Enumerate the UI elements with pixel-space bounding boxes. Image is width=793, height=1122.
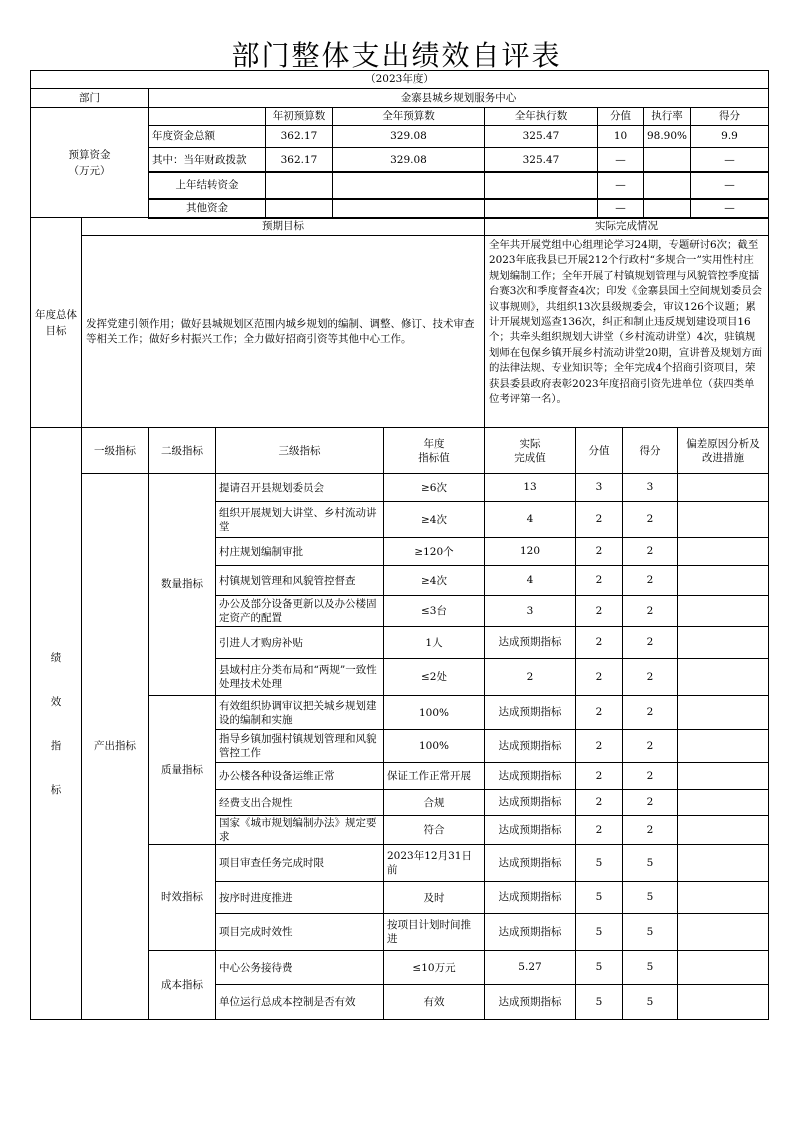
indicator-level2: 质量指标	[148, 695, 216, 845]
budget-annual: 329.08	[332, 147, 485, 173]
indicator-target: ≥4次	[383, 565, 485, 596]
budget-row-label: 上年结转资金	[148, 171, 266, 200]
indicator-target: 100%	[383, 729, 485, 763]
indicator-actual: 120	[484, 537, 576, 566]
indicator-level3: 有效组织协调审议把关城乡规划建设的编制和实施	[215, 695, 384, 730]
budget-annual: 329.08	[332, 125, 485, 148]
indicator-level3: 组织开展规划大讲堂、乡村流动讲堂	[215, 501, 384, 538]
indicator-actual: 13	[484, 473, 576, 502]
indicator-score-value: 5	[575, 984, 623, 1020]
indicator-actual: 3	[484, 595, 576, 627]
indicator-deviation	[677, 881, 769, 914]
indicator-deviation	[677, 950, 769, 985]
indicator-target: 及时	[383, 881, 485, 914]
budget-score: —	[690, 147, 769, 173]
indicator-header: 分值	[575, 427, 623, 474]
indicator-level3: 引进人才购房补贴	[215, 626, 384, 659]
indicator-target: ≥4次	[383, 501, 485, 538]
budget-label: 预算资金 （万元）	[30, 107, 149, 218]
indicator-target: 有效	[383, 984, 485, 1020]
goals-actual-header: 实际完成情况	[484, 217, 769, 236]
indicator-score: 2	[622, 626, 678, 659]
goals-expected-header: 预期目标	[81, 217, 485, 236]
indicator-level3: 办公楼各种设备运维正常	[215, 762, 384, 790]
indicator-score-value: 2	[575, 658, 623, 696]
indicator-level3: 经费支出合规性	[215, 789, 384, 816]
indicator-header: 实际 完成值	[484, 427, 576, 474]
budget-initial	[265, 198, 333, 219]
indicator-score-value: 2	[575, 695, 623, 730]
indicator-actual: 4	[484, 501, 576, 538]
budget-header: 执行率	[643, 107, 691, 126]
indicator-score-value: 2	[575, 537, 623, 566]
indicator-deviation	[677, 815, 769, 845]
dept-label: 部门	[30, 88, 149, 108]
indicator-score-value: 5	[575, 913, 623, 951]
budget-header: 全年预算数	[332, 107, 485, 126]
indicator-deviation	[677, 762, 769, 790]
indicator-level2: 成本指标	[148, 950, 216, 1020]
indicator-score-value: 3	[575, 473, 623, 502]
indicator-score: 2	[622, 658, 678, 696]
budget-score: —	[690, 171, 769, 200]
indicator-score: 5	[622, 881, 678, 914]
indicator-target: ≥120个	[383, 537, 485, 566]
indicator-deviation	[677, 626, 769, 659]
indicator-score: 5	[622, 844, 678, 882]
budget-initial	[265, 171, 333, 200]
indicator-deviation	[677, 695, 769, 730]
indicator-actual: 达成预期指标	[484, 789, 576, 816]
indicator-actual: 达成预期指标	[484, 626, 576, 659]
budget-executed: 325.47	[484, 125, 598, 148]
indicator-level3: 提请召开县规划委员会	[215, 473, 384, 502]
indicator-score: 2	[622, 537, 678, 566]
indicator-header: 年度 指标值	[383, 427, 485, 474]
indicator-score-value: 2	[575, 595, 623, 627]
indicator-score: 2	[622, 695, 678, 730]
goals-label: 年度总体 目标	[30, 217, 82, 428]
budget-score: 9.9	[690, 125, 769, 148]
budget-rate	[643, 171, 691, 200]
indicator-level3: 中心公务接待费	[215, 950, 384, 985]
indicator-actual: 达成预期指标	[484, 913, 576, 951]
indicator-deviation	[677, 565, 769, 596]
indicator-deviation	[677, 913, 769, 951]
budget-score: —	[690, 198, 769, 219]
indicator-actual: 达成预期指标	[484, 844, 576, 882]
indicator-score: 5	[622, 984, 678, 1020]
indicator-target: 2023年12月31日前	[383, 844, 485, 882]
goals-actual-text: 全年共开展党组中心组理论学习24期，专题研讨6次；截至2023年底我县已开展212个行政村“多规合一”实用性村庄规划编制工作；全年开展了村镇规划管理与风貌管控季度擂台赛3次和季度督查4次；印发《金寨县国土空间规划委员会议事规则》，共组织13次县级规委会，审议126个议题；累计开展规划巡查136次，纠正和制止违反规划建设项目16个；共牵头组织规划大讲堂（乡村流动讲堂）4次，驻镇规划师在包保乡镇开展乡村流动讲堂20期，宣讲普及规划方面的法律法规、专业知识等；全年完成4个招商引资项目，荣获县委县政府表彰2023年度招商引资先进单位（获四类单位考评第一名）。	[484, 235, 769, 428]
indicator-score: 2	[622, 595, 678, 627]
indicator-actual: 4	[484, 565, 576, 596]
budget-score-value: —	[597, 198, 644, 219]
indicator-level3: 村庄规划编制审批	[215, 537, 384, 566]
indicator-level1: 产出指标	[81, 473, 149, 1020]
indicator-level3: 项目完成时效性	[215, 913, 384, 951]
budget-row-label: 年度资金总额	[148, 125, 266, 148]
indicator-level3: 项目审查任务完成时限	[215, 844, 384, 882]
indicator-target: ≤3台	[383, 595, 485, 627]
indicator-score: 2	[622, 762, 678, 790]
budget-executed	[484, 198, 598, 219]
indicator-target: 符合	[383, 815, 485, 845]
budget-rate: 98.90%	[643, 125, 691, 148]
indicator-level3: 指导乡镇加强村镇规划管理和风貌管控工作	[215, 729, 384, 763]
indicator-score-value: 5	[575, 844, 623, 882]
indicator-score-value: 2	[575, 762, 623, 790]
budget-annual	[332, 171, 485, 200]
indicator-score: 5	[622, 913, 678, 951]
budget-header: 得分	[690, 107, 769, 126]
budget-initial: 362.17	[265, 147, 333, 173]
indicator-actual: 5.27	[484, 950, 576, 985]
indicator-header: 得分	[622, 427, 678, 474]
budget-executed: 325.47	[484, 147, 598, 173]
budget-initial: 362.17	[265, 125, 333, 148]
indicator-score: 3	[622, 473, 678, 502]
budget-rate	[643, 147, 691, 173]
indicator-actual: 达成预期指标	[484, 762, 576, 790]
indicator-target: 按项目计划时间推进	[383, 913, 485, 951]
indicator-header: 偏差原因分析及 改进措施	[677, 427, 769, 474]
indicator-target: 1人	[383, 626, 485, 659]
budget-score-value: —	[597, 171, 644, 200]
indicator-actual: 达成预期指标	[484, 729, 576, 763]
indicator-level3: 国家《城市规划编制办法》规定要求	[215, 815, 384, 845]
indicator-actual: 2	[484, 658, 576, 696]
indicator-score-value: 5	[575, 950, 623, 985]
page-title: 部门整体支出绩效自评表	[231, 39, 562, 72]
indicator-score: 2	[622, 789, 678, 816]
indicator-actual: 达成预期指标	[484, 695, 576, 730]
indicator-level3: 单位运行总成本控制是否有效	[215, 984, 384, 1020]
budget-header-blank	[148, 107, 266, 126]
indicator-header: 二级指标	[148, 427, 216, 474]
indicator-deviation	[677, 501, 769, 538]
indicator-target: 100%	[383, 695, 485, 730]
indicator-deviation	[677, 789, 769, 816]
indicator-score: 2	[622, 815, 678, 845]
indicator-actual: 达成预期指标	[484, 815, 576, 845]
dept-name: 金寨县城乡规划服务中心	[148, 88, 769, 108]
indicator-target: ≤10万元	[383, 950, 485, 985]
indicator-level2: 数量指标	[148, 473, 216, 696]
indicator-actual: 达成预期指标	[484, 984, 576, 1020]
indicator-score-value: 2	[575, 729, 623, 763]
indicator-actual: 达成预期指标	[484, 881, 576, 914]
indicator-level3: 村镇规划管理和风貌管控督查	[215, 565, 384, 596]
goals-expected-text: 发挥党建引领作用；做好县城规划区范围内城乡规划的编制、调整、修订、技术审查等相关工作；做好乡村振兴工作；全力做好招商引资等其他中心工作。	[81, 235, 485, 428]
indicator-score-value: 5	[575, 881, 623, 914]
indicator-deviation	[677, 473, 769, 502]
indicator-level3: 办公及部分设备更新以及办公楼固定资产的配置	[215, 595, 384, 627]
indicator-score: 2	[622, 729, 678, 763]
indicator-score-value: 2	[575, 789, 623, 816]
budget-header: 分值	[597, 107, 644, 126]
indicator-deviation	[677, 595, 769, 627]
budget-header: 年初预算数	[265, 107, 333, 126]
indicator-header: 一级指标	[81, 427, 149, 474]
indicator-score: 2	[622, 565, 678, 596]
indicator-level3: 按序时进度推进	[215, 881, 384, 914]
indicator-deviation	[677, 844, 769, 882]
indicator-deviation	[677, 984, 769, 1020]
budget-rate	[643, 198, 691, 219]
indicator-deviation	[677, 658, 769, 696]
budget-executed	[484, 171, 598, 200]
indicator-header: 三级指标	[215, 427, 384, 474]
indicator-level3: 县域村庄分类布局和“两规”一致性处理技术处理	[215, 658, 384, 696]
budget-row-label: 其他资金	[148, 198, 266, 219]
budget-header: 全年执行数	[484, 107, 598, 126]
year-label: （2023年度）	[30, 70, 769, 89]
indicator-target: ≤2处	[383, 658, 485, 696]
indicator-target: 合规	[383, 789, 485, 816]
budget-score-value: 10	[597, 125, 644, 148]
indicator-score: 2	[622, 501, 678, 538]
indicator-score-value: 2	[575, 815, 623, 845]
indicator-level2: 时效指标	[148, 844, 216, 951]
indicator-target: 保证工作正常开展	[383, 762, 485, 790]
indicator-deviation	[677, 537, 769, 566]
indicator-deviation	[677, 729, 769, 763]
indicator-score-value: 2	[575, 565, 623, 596]
budget-annual	[332, 198, 485, 219]
budget-score-value: —	[597, 147, 644, 173]
indicator-score-value: 2	[575, 501, 623, 538]
indicator-score-value: 2	[575, 626, 623, 659]
indicator-score: 5	[622, 950, 678, 985]
indicators-section-label: 绩 效 指 标	[30, 427, 82, 1020]
budget-row-label: 其中：当年财政拨款	[148, 147, 266, 173]
indicator-target: ≥6次	[383, 473, 485, 502]
